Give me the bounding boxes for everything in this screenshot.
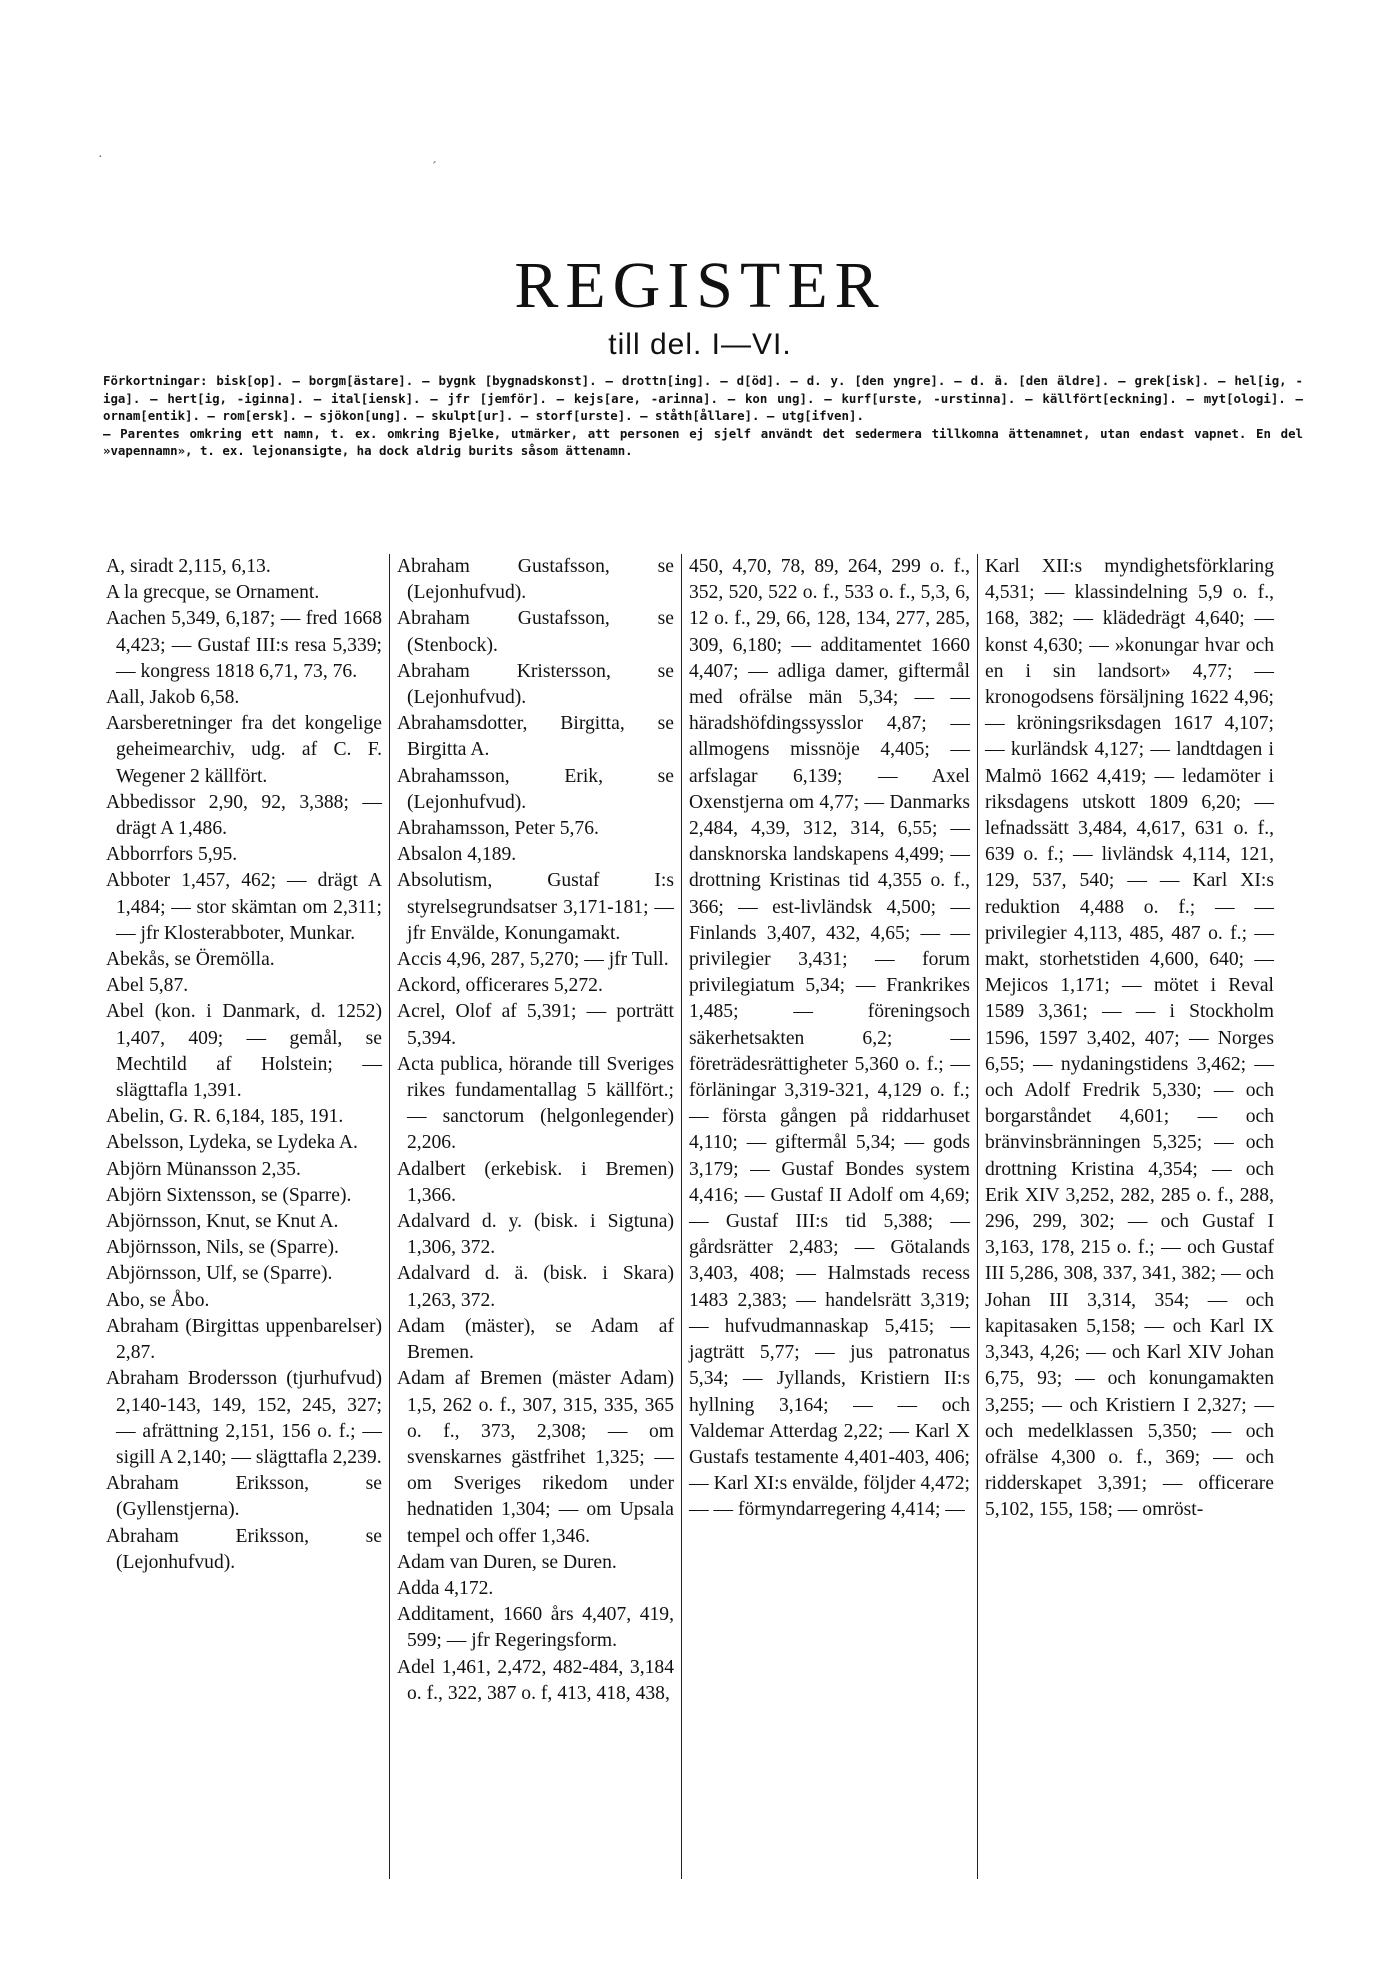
index-entry: A, siradt 2,115, 6,13. [106,556,271,577]
index-continued-text: Karl XII:s myndighetsförklaring 4,531; — klassindelning 5,9 o. f., 168, 382; — klädedrägt 4,640; — konst 4,630; — »konungar hvar och en i sin landsort» 4,77; — kronogodsens försäljning 1622 4,96; — kröningsriksdagen 1617 4,107; — kurländsk 4,127; — landtdagen i Malmö 1662 4,419; — ledamöter i riksdagens utskott 1809 6,20; — lefnadssätt 3,484, 4,617, 631 o. f., 639 o. f.; — livländsk 4,114, 121, 129, 537, 540; — — Karl XI:s reduktion 4,488 o. f.; — — privilegier 4,113, 485, 487 o. f.; — makt, storhetstiden 4,600, 640; — Mejicos 1,171; — mötet i Reval 1589 3,361; — — i Stockholm 1596, 1597 3,402, 407; — Norges 6,55; — nydaningstidens 3,462; — och Adolf Fredrik 5,330; — och borgarståndet 4,601; — och bränvinsbränningen 5,325; — och drottning Kristina 4,354; — och Erik XIV 3,252, 282, 285 o. f., 288, 296, 299, 302; — och Gustaf I 3,163, 178, 215 o. f.; — och Gustaf III 5,286, 308, 337, 341, 382; — och Johan III 3,314, 354; — och kapitasaken 5,158; — och Karl IX 3,343, 4,26; — och Karl XIV Johan 6,75, 93; — och konungamakten 3,255; — och Kristiern I 2,327; — och medelklassen 5,350; — och ofrälse 4,300 o. f., 369; — och ridderskapet 3,391; — officerare 5,102, 155, 158; — omröst- [985,556,1274,1521]
index-entry: Acta publica, hörande till Sveriges rikes fundamentallag 5 källfört.; — sanctorum (helgonlegender) 2,206. [397,1053,674,1154]
index-entry: Abjörnsson, Nils, se (Sparre). [106,1237,339,1259]
index-entry: Abrahamsson, Peter 5,76. [397,818,599,840]
index-entry: Abraham Brodersson (tjurhufvud) 2,140-143, 149, 152, 245, 327; — afrättning 2,151, 156 o. f.; — sigill A 2,140; — slägttafla 2,239. [106,1368,382,1468]
index-entry: Abraham Eriksson, se (Lejonhufvud). [106,1525,382,1573]
index-entry: Adalvard d. ä. (bisk. i Skara) 1,263, 372. [397,1263,674,1311]
index-entry: Abjörn Sixtensson, se (Sparre). [106,1184,352,1206]
abbreviations-block [103,372,1303,460]
speck: ´ [432,160,437,175]
index-entry: Abraham Gustafsson, se (Lejonhufvud). [397,556,674,604]
index-entry: Abrahamsdotter, Birgitta, se Birgitta A. [397,713,674,761]
index-entry: Accis 4,96, 287, 5,270; — jfr Tull. [397,949,669,971]
index-entry: Additament, 1660 års 4,407, 419, 599; — jfr Regeringsform. [397,1604,674,1652]
index-entry: Adalvard d. y. (bisk. i Sigtuna) 1,306, 372. [397,1211,674,1259]
parenthesis-note: — Parentes omkring ett namn, t. ex. omkring Bjelke, utmärker, att personen ej sjelf användt det sedermera tillkomna ättenamnet, utan endast vapnet. En del »vapennamn», t. ex. lejonansigte, ha dock aldrig burits såsom ättenamn. [103,425,1303,459]
index-entry: Abraham Gustafsson, se (Stenbock). [397,608,674,656]
page-subtitle: till del. I—VI. [608,328,792,361]
index-entry: Adda 4,172. [397,1577,494,1599]
index-entry: Abelin, G. R. 6,184, 185, 191. [106,1106,344,1128]
index-entry: Adam van Duren, se Duren. [397,1551,617,1573]
index-entry: Aachen 5,349, 6,187; — fred 1668 4,423; — Gustaf III:s resa 5,339; — kongress 1818 6,71, 73, 76. [106,608,382,682]
index-column-2 [389,554,681,1879]
index-entry: Abel (kon. i Danmark, d. 1252) 1,407, 409; — gemål, se Mechtild af Holstein; — slägttafla 1,391. [106,1001,382,1102]
index-entry: Absolutism, Gustaf I:s styrelsegrundsatser 3,171-181; — jfr Envälde, Konungamakt. [397,870,674,944]
index-entry: Adel 1,461, 2,472, 482-484, 3,184 o. f., 322, 387 o. f, 413, 418, 438, [397,1656,674,1704]
index-column-3 [681,554,977,1879]
index-entry: Abo, se Åbo. [106,1289,210,1311]
index-column-1 [103,554,389,1879]
index-entry: Abekås, se Öremölla. [106,949,275,971]
abbreviations-list: Förkortningar: bisk[op]. — borgm[ästare]. — bygnk [bygnadskonst]. — drottn[ing]. — d[öd]. — d. y. [den yngre]. — d. ä. [den äldre]. — grek[isk]. — hel[ig, -iga]. — hert[ig, -iginna]. — ital[iensk]. — jfr [jemför]. — kejs[are, -arinna]. — kon ung]. — kurf[urste, -urstinna]. — källfört[eckning]. — myt[ologi]. — ornam[entik]. — rom[ersk]. — sjökon[ung]. — skulpt[ur]. — storf[urste]. — ståth[ållare]. — utg[ifven]. [103,373,1303,424]
index-entry: Abjörn Münansson 2,35. [106,1158,301,1180]
index-columns [103,554,1281,1879]
index-entry: Abjörnsson, Ulf, se (Sparre). [106,1263,333,1285]
index-entry: Adam af Bremen (mäster Adam) 1,5, 262 o. f., 307, 315, 335, 365 o. f., 373, 2,308; — om svenskarnes gästfrihet 1,325; — om Sveriges rikedom under hednatiden 1,304; — om Upsala tempel och offer 1,346. [397,1368,674,1547]
index-entry: Abjörnsson, Knut, se Knut A. [106,1211,339,1233]
index-entry: Abraham (Birgittas uppenbarelser) 2,87. [106,1315,382,1364]
index-entry: Abel 5,87. [106,975,189,997]
index-column-4 [977,554,1281,1879]
index-entry: Aarsberetninger fra det kongelige geheimearchiv, udg. af C. F. Wegener 2 källfört. [106,713,382,787]
index-entry: Abrahamsson, Erik, se (Lejonhufvud). [397,765,674,813]
index-entry: A la grecque, se Ornament. [106,582,320,604]
index-entry: Abborrfors 5,95. [106,844,238,866]
index-entry: Aall, Jakob 6,58. [106,687,240,709]
index-entry: Abelsson, Lydeka, se Lydeka A. [106,1132,358,1154]
page-title: REGISTER [514,249,886,322]
index-entry: Adalbert (erkebisk. i Bremen) 1,366. [397,1158,674,1206]
index-entry: Acrel, Olof af 5,391; — porträtt 5,394. [397,1001,674,1049]
index-entry: Abraham Eriksson, se (Gyllenstjerna). [106,1473,382,1521]
index-entry: Adam (mäster), se Adam af Bremen. [397,1315,674,1364]
index-entry: Abboter 1,457, 462; — drägt A 1,484; — stor skämtan om 2,311; — jfr Klosterabboter, Munkar. [106,870,382,944]
index-entry: Abbedissor 2,90, 92, 3,388; — drägt A 1,486. [106,791,382,840]
index-continued-text: 450, 4,70, 78, 89, 264, 299 o. f., 352, 520, 522 o. f., 533 o. f., 5,3, 6, 12 o. f., 29, 66, 128, 134, 277, 285, 309, 6,180; — additamentet 1660 4,407; — adliga damer, giftermål med ofrälse män 5,34; — — häradshöfdingssysslor 4,87; — allmogens missnöje 4,405; — arfslagar 6,139; — Axel Oxenstjernа om 4,77; — Danmarks 2,484, 4,39, 312, 314, 6,55; — dansknorska landskapens 4,499; — drottning Kristinas tid 4,355 o. f., 366; — est-livländsk 4,500; — Finlands 3,407, 432, 4,65; — — privilegier 3,431; — forum privilegiatum 5,34; — Frankrikes 1,485; — föreningsoch säkerhetsakten 6,2; — företrädesrättigheter 5,360 o. f.; — förläningar 3,319-321, 4,129 o. f.; — första gången på riddarhuset 4,110; — giftermål 5,34; — gods 3,179; — Gustaf Bondes system 4,416; — Gustaf II Adolf om 4,69; — Gustaf III:s tid 5,388; — gårdsrätter 2,483; — Götalands 3,403, 408; — Halmstads recess 1483 2,383; — handelsrätt 3,319; — hufvudmannaskap 5,415; — jagträtt 5,77; — jus patronatus 5,34; — Jyllands, Kristiern II:s hyllning 3,164; — — och Valdemar Atterdag 2,22; — Karl X Gustafs testamente 4,401-403, 406; — Karl XI:s envälde, följder 4,472; — — förmyndarregering 4,414; — [689,556,970,1521]
index-entry: Abraham Kristersson, se (Lejonhufvud). [397,660,674,709]
index-entry: Ackord, officerares 5,272. [397,975,603,997]
index-entry: Absalon 4,189. [397,844,517,866]
speck: · [98,150,103,165]
